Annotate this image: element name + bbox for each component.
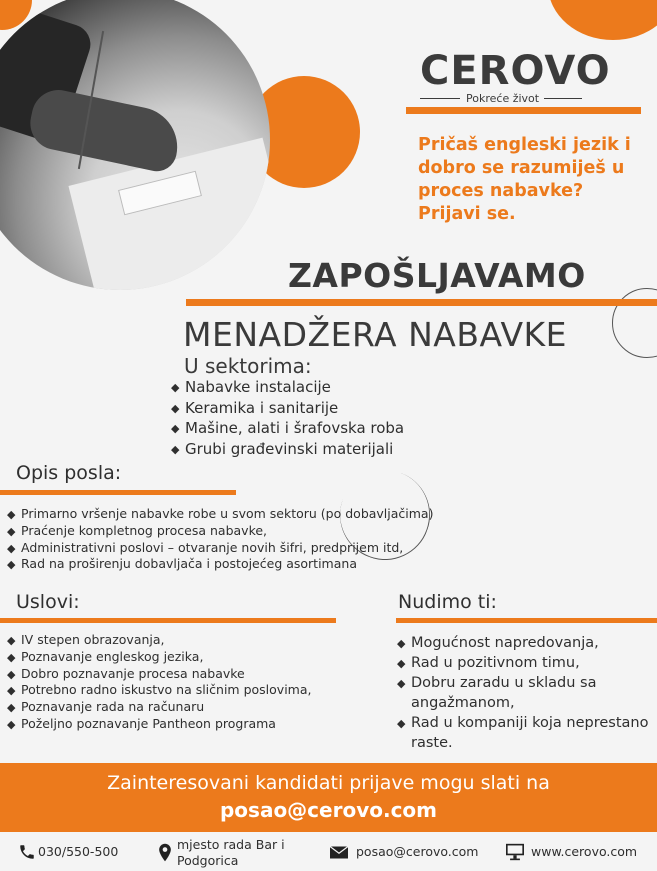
accent-bar-logo <box>406 107 641 114</box>
list-item: ◆ Keramika i sanitarije <box>171 398 404 419</box>
list-item: ◆ Administrativni poslovi – otvaranje novih šifri, predprijem itd, <box>7 540 433 557</box>
accent-bar-offer <box>396 618 657 623</box>
list-item: ◆ Potrebno radno iskustvo na sličnim poslovima, <box>7 682 311 699</box>
logo-divider-left <box>420 98 460 99</box>
logo-tagline: Pokreće život <box>466 92 540 105</box>
offer-title: Nudimo ti: <box>398 591 497 613</box>
diamond-bullet-icon: ◆ <box>7 684 16 698</box>
position-title: MENADŽERA NABAVKE <box>183 315 568 354</box>
list-item: ◆ Praćenje kompletnog procesa nabavke, <box>7 523 433 540</box>
diamond-bullet-icon: ◆ <box>7 667 16 681</box>
list-item: ◆ Nabavke instalacije <box>171 377 404 398</box>
list-item: ◆ IV stepen obrazovanja, <box>7 632 311 649</box>
accent-bar-job-description <box>0 490 236 495</box>
phone-icon <box>18 843 36 861</box>
diamond-bullet-icon: ◆ <box>7 650 16 664</box>
footer-location: mjesto rada Bar i Podgorica <box>177 837 285 868</box>
diamond-bullet-icon: ◆ <box>171 442 180 456</box>
conditions-title: Uslovi: <box>16 591 80 613</box>
logo-divider-right <box>544 98 582 99</box>
job-description-title: Opis posla: <box>16 462 122 484</box>
list-item: ◆ Rad u pozitivnom timu, <box>397 653 652 673</box>
decor-circle-top-right <box>548 0 657 40</box>
diamond-bullet-icon: ◆ <box>397 657 406 670</box>
diamond-bullet-icon: ◆ <box>397 717 406 730</box>
list-item: ◆ Primarno vršenje nabavke robe u svom sektoru (po dobavljačima) <box>7 506 433 523</box>
list-item: ◆ Rad na proširenju dobavljača i postojećeg asortimana <box>7 556 433 573</box>
hiring-heading: ZAPOŠLJAVAMO <box>288 256 586 295</box>
diamond-bullet-icon: ◆ <box>7 541 16 555</box>
map-pin-icon <box>158 843 172 862</box>
diamond-bullet-icon: ◆ <box>7 524 16 538</box>
apply-banner-text: Zainteresovani kandidati prijave mogu slati na <box>107 772 550 794</box>
sectors-list <box>171 377 404 459</box>
footer-website[interactable]: www.cerovo.com <box>531 844 638 859</box>
list-item: ◆ Dobro poznavanje procesa nabavke <box>7 666 311 683</box>
sectors-title: U sektorima: <box>184 354 312 378</box>
apply-email-link[interactable]: posao@cerovo.com <box>219 798 438 822</box>
diamond-bullet-icon: ◆ <box>7 717 16 731</box>
company-logo: CEROVO <box>420 48 611 94</box>
diamond-bullet-icon: ◆ <box>171 381 180 394</box>
diamond-bullet-icon: ◆ <box>7 558 16 572</box>
monitor-icon <box>505 843 525 861</box>
envelope-icon <box>330 846 348 859</box>
list-item: ◆ Poznavanje engleskog jezika, <box>7 649 311 666</box>
footer-phone[interactable]: 030/550-500 <box>38 844 119 859</box>
job-description-list <box>7 506 433 573</box>
diamond-bullet-icon: ◆ <box>397 637 406 650</box>
list-item: ◆ Poznavanje rada na računaru <box>7 699 311 716</box>
hero-pitch: Pričaš engleski jezik i dobro se razumiješ u proces nabavke? Prijavi se. <box>418 135 631 224</box>
list-item: ◆ Rad u kompaniji koja neprestano raste. <box>397 715 649 751</box>
conditions-list <box>7 632 311 733</box>
diamond-bullet-icon: ◆ <box>7 701 16 715</box>
diamond-bullet-icon: ◆ <box>7 508 16 521</box>
list-item: ◆ Poželjno poznavanje Pantheon programa <box>7 716 311 733</box>
diamond-bullet-icon: ◆ <box>397 677 406 690</box>
offer-list <box>397 633 652 753</box>
office-photo <box>0 0 270 290</box>
list-item: ◆ Grubi građevinski materijali <box>171 439 404 460</box>
accent-bar-conditions <box>0 618 336 623</box>
footer-email[interactable]: posao@cerovo.com <box>356 844 479 859</box>
list-item: ◆ Dobru zaradu u skladu sa angažmanom, <box>397 675 597 711</box>
list-item: ◆ Mašine, alati i šrafovska roba <box>171 418 404 439</box>
diamond-bullet-icon: ◆ <box>7 634 16 647</box>
accent-bar-heading <box>186 299 657 306</box>
diamond-bullet-icon: ◆ <box>171 422 180 435</box>
list-item: ◆ Mogućnost napredovanja, <box>397 633 652 653</box>
diamond-bullet-icon: ◆ <box>171 401 180 415</box>
